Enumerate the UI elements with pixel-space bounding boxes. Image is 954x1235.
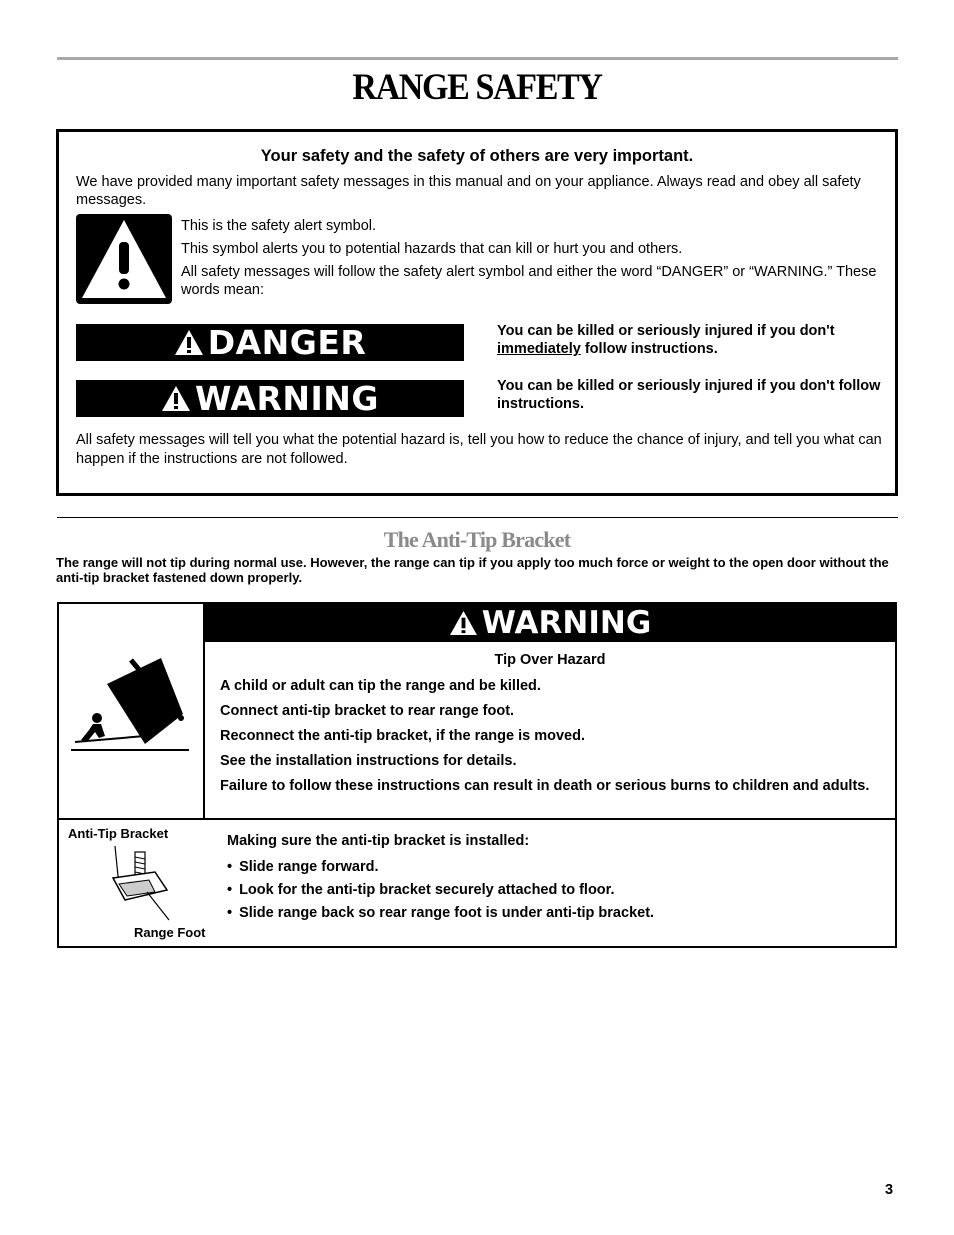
install-heading: Making sure the anti-tip bracket is installed:	[227, 833, 530, 849]
section-intro: The range will not tip during normal use. However, the range can tip if you apply too much force or weight to the open door without the anti-tip bracket fastened down properly.	[56, 555, 889, 585]
install-steps	[227, 856, 654, 925]
danger-desc-emphasis: immediately	[497, 341, 581, 357]
safety-intro: We have provided many important safety messages in this manual and on your appliance. Always read and obey all safety messages.	[76, 174, 861, 208]
danger-signal-bar	[76, 324, 464, 361]
safety-messages-box	[56, 129, 898, 496]
anti-tip-bracket-icon	[99, 844, 199, 924]
safety-footer: All safety messages will tell you what the potential hazard is, tell you how to reduce the chance of injury, and tell you what can happen if the instructions are not followed.	[76, 432, 882, 467]
danger-description	[497, 322, 887, 358]
danger-label: DANGER	[207, 323, 367, 362]
safety-heading: Your safety and the safety of others are very important.	[260, 147, 694, 165]
alert-symbol-explanation	[181, 217, 881, 304]
page-title: RANGE SAFETY	[352, 67, 602, 108]
anti-tip-bracket-label: Anti-Tip Bracket	[68, 826, 169, 841]
hazard-line: Failure to follow these instructions can result in death or serious burns to children and adults.	[220, 778, 870, 794]
warning-triangle-icon	[161, 385, 191, 412]
hazard-line: Connect anti-tip bracket to rear range foot.	[220, 703, 515, 719]
warning-triangle-icon	[449, 610, 478, 636]
tip-over-picture-cell	[59, 604, 205, 818]
alert-line: This symbol alerts you to potential hazards that can kill or hurt you and others.	[181, 241, 683, 257]
install-step: • Look for the anti-tip bracket securely attached to floor.	[227, 879, 654, 902]
hazard-lines	[220, 677, 880, 802]
box-divider	[59, 818, 895, 820]
tip-over-warning-box	[57, 602, 897, 948]
section-title: The Anti-Tip Bracket	[383, 527, 571, 552]
install-step: • Slide range back so rear range foot is under anti-tip bracket.	[227, 902, 654, 925]
warning-label: WARNING	[195, 379, 379, 418]
danger-desc-prefix: You can be killed or seriously injured if you don't	[497, 323, 835, 339]
alert-line: All safety messages will follow the safety alert symbol and either the word “DANGER” or “WARNING.” These words mean:	[181, 264, 877, 298]
warning-description: You can be killed or seriously injured if you don't follow instructions.	[497, 378, 881, 412]
danger-desc-suffix: follow instructions.	[580, 341, 718, 357]
hazard-line: Reconnect the anti-tip bracket, if the range is moved.	[220, 728, 585, 744]
alert-line: This is the safety alert symbol.	[181, 218, 377, 234]
warning-signal-bar	[76, 380, 464, 417]
section-rule	[57, 517, 898, 518]
tip-warning-banner	[205, 604, 895, 642]
hazard-line: A child or adult can tip the range and be killed.	[220, 678, 541, 694]
hazard-line: See the installation instructions for details.	[220, 753, 517, 769]
hazard-title: Tip Over Hazard	[494, 652, 606, 668]
top-rule	[57, 57, 898, 60]
warning-triangle-icon	[174, 329, 204, 356]
tipping-range-icon	[69, 652, 191, 754]
page-number: 3	[885, 1182, 894, 1198]
safety-alert-icon	[76, 214, 172, 304]
tip-warning-label: WARNING	[481, 605, 652, 641]
install-step: • Slide range forward.	[227, 856, 654, 879]
range-foot-label: Range Foot	[134, 925, 206, 940]
